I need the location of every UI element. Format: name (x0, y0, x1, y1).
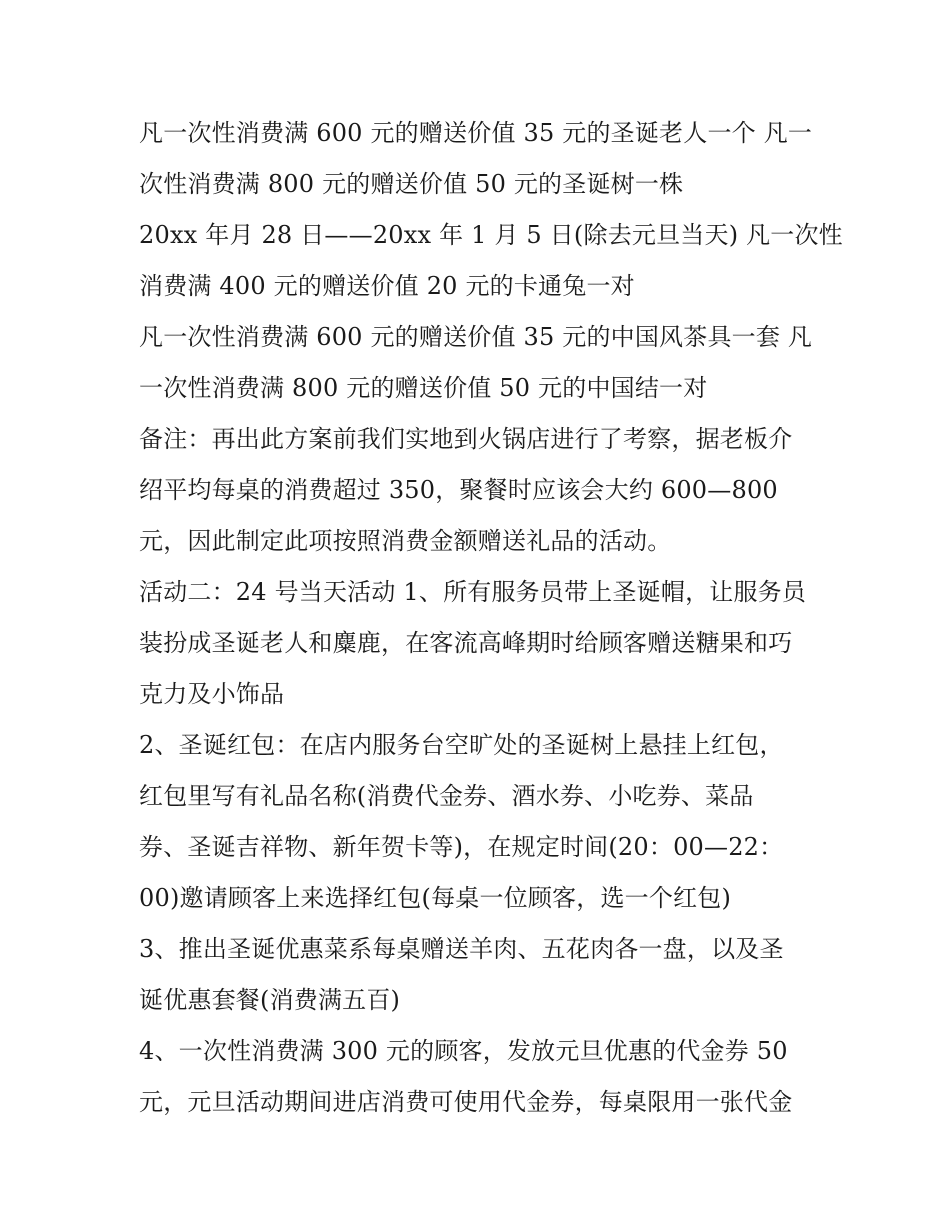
text-line: 2、圣诞红包：在店内服务台空旷处的圣诞树上悬挂上红包， (139, 731, 784, 759)
text-line: 装扮成圣诞老人和麋鹿，在客流高峰期时给顾客赠送糖果和巧 (139, 629, 793, 657)
text-line: 00)邀请顾客上来选择红包(每桌一位顾客，选一个红包) (139, 884, 732, 912)
text-line: 克力及小饰品 (139, 680, 285, 708)
text-line: 凡一次性消费满 600 元的赠送价值 35 元的中国风茶具一套 凡 (139, 323, 813, 351)
text-line: 元，元旦活动期间进店消费可使用代金券，每桌限用一张代金 (139, 1088, 793, 1116)
text-line: 20xx 年月 28 日——20xx 年 1 月 5 日(除去元旦当天) 凡一次性 (139, 221, 843, 249)
text-line: 4、一次性消费满 300 元的顾客，发放元旦优惠的代金券 50 (139, 1037, 788, 1065)
text-line: 券、圣诞吉祥物、新年贺卡等)，在规定时间(20：00—22： (139, 833, 784, 861)
text-line: 一次性消费满 800 元的赠送价值 50 元的中国结一对 (139, 374, 708, 402)
text-line: 活动二：24 号当天活动 1、所有服务员带上圣诞帽，让服务员 (139, 578, 807, 606)
text-line: 次性消费满 800 元的赠送价值 50 元的圣诞树一株 (139, 170, 684, 198)
text-line: 凡一次性消费满 600 元的赠送价值 35 元的圣诞老人一个 凡一 (139, 119, 813, 147)
text-line: 消费满 400 元的赠送价值 20 元的卡通兔一对 (139, 272, 635, 300)
text-line: 3、推出圣诞优惠菜系每桌赠送羊肉、五花肉各一盘，以及圣 (139, 935, 784, 963)
text-line: 绍平均每桌的消费超过 350，聚餐时应该会大约 600—800 (139, 476, 778, 504)
text-line: 元，因此制定此项按照消费金额赠送礼品的活动。 (139, 527, 672, 555)
text-line: 备注：再出此方案前我们实地到火锅店进行了考察，据老板介 (139, 425, 793, 453)
document-body (139, 108, 843, 1128)
text-line: 红包里写有礼品名称(消费代金券、酒水券、小吃券、菜品 (139, 782, 754, 810)
text-line: 诞优惠套餐(消费满五百) (139, 986, 401, 1014)
